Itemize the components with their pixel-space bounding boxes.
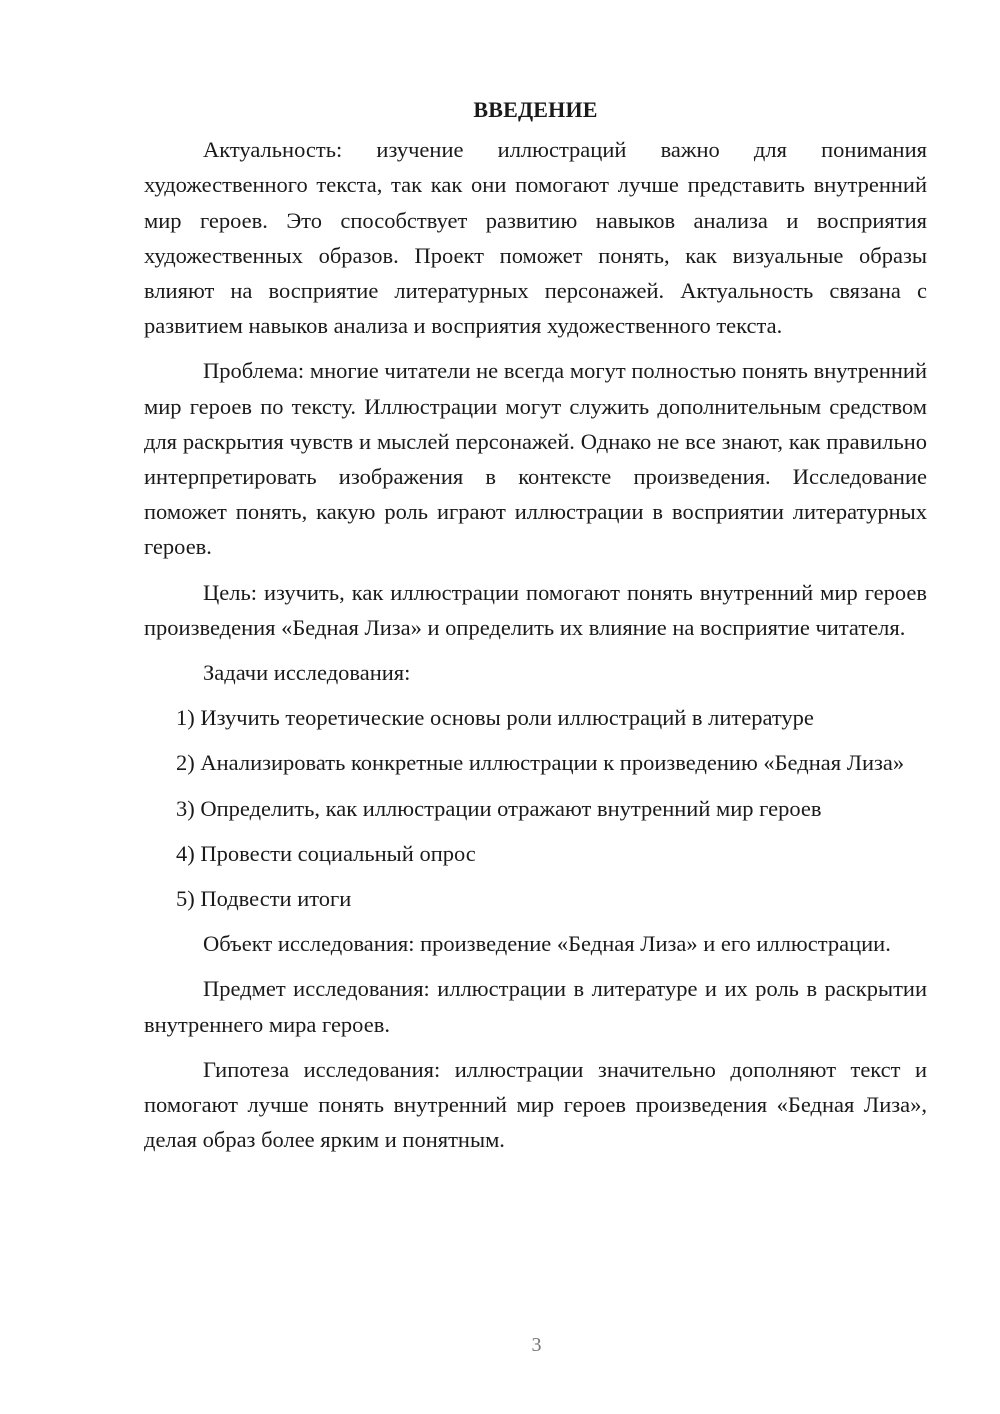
paragraph-goal: Цель: изучить, как иллюстрации помогают понять внутренний мир героев произведения «Бедная Лиза» и определить их влияние на восприятие читателя.	[144, 579, 927, 640]
paragraph-problem: Проблема: многие читатели не всегда могут полностью понять внутренний мир героев по тексту. Иллюстрации могут служить дополнительным средством для раскрытия чувств и мыслей персонажей. Однако не все знают, как правильно интерпретировать изображения в контексте произведения. Исследование поможет понять, какую роль играют иллюстрации в восприятии литературных героев.	[144, 358, 927, 560]
task-item: 2) Анализировать конкретные иллюстрации к произведению «Бедная Лиза»	[176, 750, 905, 776]
tasks-list	[144, 700, 927, 916]
paragraph-relevance: Актуальность: изучение иллюстраций важно для понимания художественного текста, так как они помогают лучше представить внутренний мир героев. Это способствует развитию навыков анализа и восприятия художественных образов. Проект поможет понять, как визуальные образы влияют на восприятие литературных персонажей. Актуальность связана с развитием навыков анализа и восприятия художественного текста.	[144, 137, 927, 339]
page-number: 3	[531, 1334, 542, 1356]
section-title: ВВЕДЕНИЕ	[473, 97, 598, 122]
tasks-heading: Задачи исследования:	[203, 660, 411, 686]
paragraph-subject: Предмет исследования: иллюстрации в литературе и их роль в раскрытии внутреннего мира героев.	[144, 976, 927, 1037]
task-item: 5) Подвести итоги	[176, 886, 352, 912]
task-item: 4) Провести социальный опрос	[176, 840, 476, 866]
paragraph-object: Объект исследования: произведение «Бедная Лиза» и его иллюстрации.	[203, 931, 891, 957]
document-body	[144, 92, 927, 1167]
task-item: 1) Изучить теоретические основы роли иллюстраций в литературе	[176, 705, 814, 731]
task-item: 3) Определить, как иллюстрации отражают внутренний мир героев	[176, 795, 822, 821]
paragraph-hypothesis: Гипотеза исследования: иллюстрации значительно дополняют текст и помогают лучше понять внутренний мир героев произведения «Бедная Лиза», делая образ более ярким и понятным.	[144, 1056, 927, 1153]
